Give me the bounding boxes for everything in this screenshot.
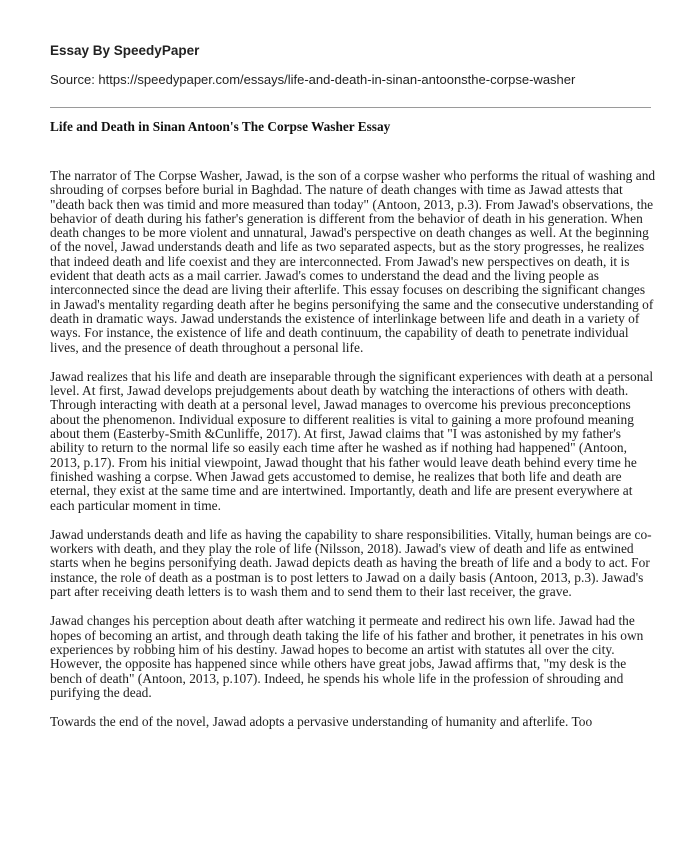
- paragraph: Jawad understands death and life as having the capability to share responsibilities. Vitally, human beings are co-workers with death, and they play the role of life (Nilsson, 2018). Jawad's view of death and life as entwined starts when he begins personifying death. Jawad depicts death as having the breath of life and a body to act. For instance, the role of death as a postman is to post letters to Jawad on a daily basis (Antoon, 2013, p.3). Jawad's part after receiving death letters is to wash them and to send them to their last receiver, the grave.: [50, 526, 652, 600]
- essay-title: Life and Death in Sinan Antoon's The Corpse Washer Essay: [50, 119, 391, 134]
- source-line: Source: https://speedypaper.com/essays/life-and-death-in-sinan-antoonsthe-corpse-washer: [50, 72, 576, 87]
- header-divider: [50, 107, 651, 108]
- paragraph: The narrator of The Corpse Washer, Jawad, is the son of a corpse washer who performs the ritual of washing and shrouding of corpses before burial in Baghdad. The nature of death changes with time as Jawad attests that "death back then was timid and more measured than today" (Antoon, 2013, p.3). From Jawad's observations, the behavior of death during his father's generation is different from the behavior of death in his generation. When death changes to be more violent and unnatural, Jawad's perspective on death changes as well. At the beginning of the novel, Jawad understands death and life as two separated aspects, but as the story progresses, he realizes that indeed death and life coexist and they are interconnected. From Jawad's new perspectives on death, it is evident that death acts as a mail carrier. Jawad's comes to understand the dead and the living people as interconnected since the dead are living their afterlife. This essay focuses on describing the significant changes in Jawad's mentality regarding death after he begins personifying the same and the consecutive understanding of death in dramatic ways. Jawad understands the existence of interlinkage between life and death in a variety of ways. For instance, the existence of life and death continuum, the capability of death to penetrate individual lives, and the presence of death throughout a personal life.: [50, 168, 656, 355]
- paragraph: Jawad changes his perception about death after watching it permeate and redirect his own life. Jawad had the hopes of becoming an artist, and through death taking the life of his father and brother, it penetrates in his own experiences by robbing him of his destiny. Jawad hopes to become an artist with statutes all over the city. However, the opposite has happened since while others have great jobs, Jawad affirms that, "my desk is the bench of death" (Antoon, 2013, p.107). Indeed, he spends his whole life in the profession of shrouding and purifying the dead.: [50, 613, 644, 700]
- paragraph: Jawad realizes that his life and death are inseparable through the significant experiences with death at a personal level. At first, Jawad develops prejudgements about death by watching the interactions of others with death. Through interacting with death at a personal level, Jawad manages to overcome his previous preconceptions about the phenomenon. Individual exposure to different realities is vital to gaining a more profound meaning about them (Easterby-Smith &Cunliffe, 2017). At first, Jawad claims that "I was astonished by my father's ability to return to the normal life so easily each time after he washed as if nothing had happened" (Antoon, 2013, p.17). From his initial viewpoint, Jawad thought that his father would leave death behind every time he finished washing a corpse. When Jawad gets accustomed to demise, he realizes that both life and death are eternal, they exist at the same time and are intertwined. Importantly, death and life are present everywhere at each particular moment in time.: [50, 368, 654, 513]
- paragraph: Towards the end of the novel, Jawad adopts a pervasive understanding of humanity and afterlife. Too: [50, 714, 593, 730]
- essay-body: [50, 169, 656, 744]
- site-heading: Essay By SpeedyPaper: [50, 43, 200, 58]
